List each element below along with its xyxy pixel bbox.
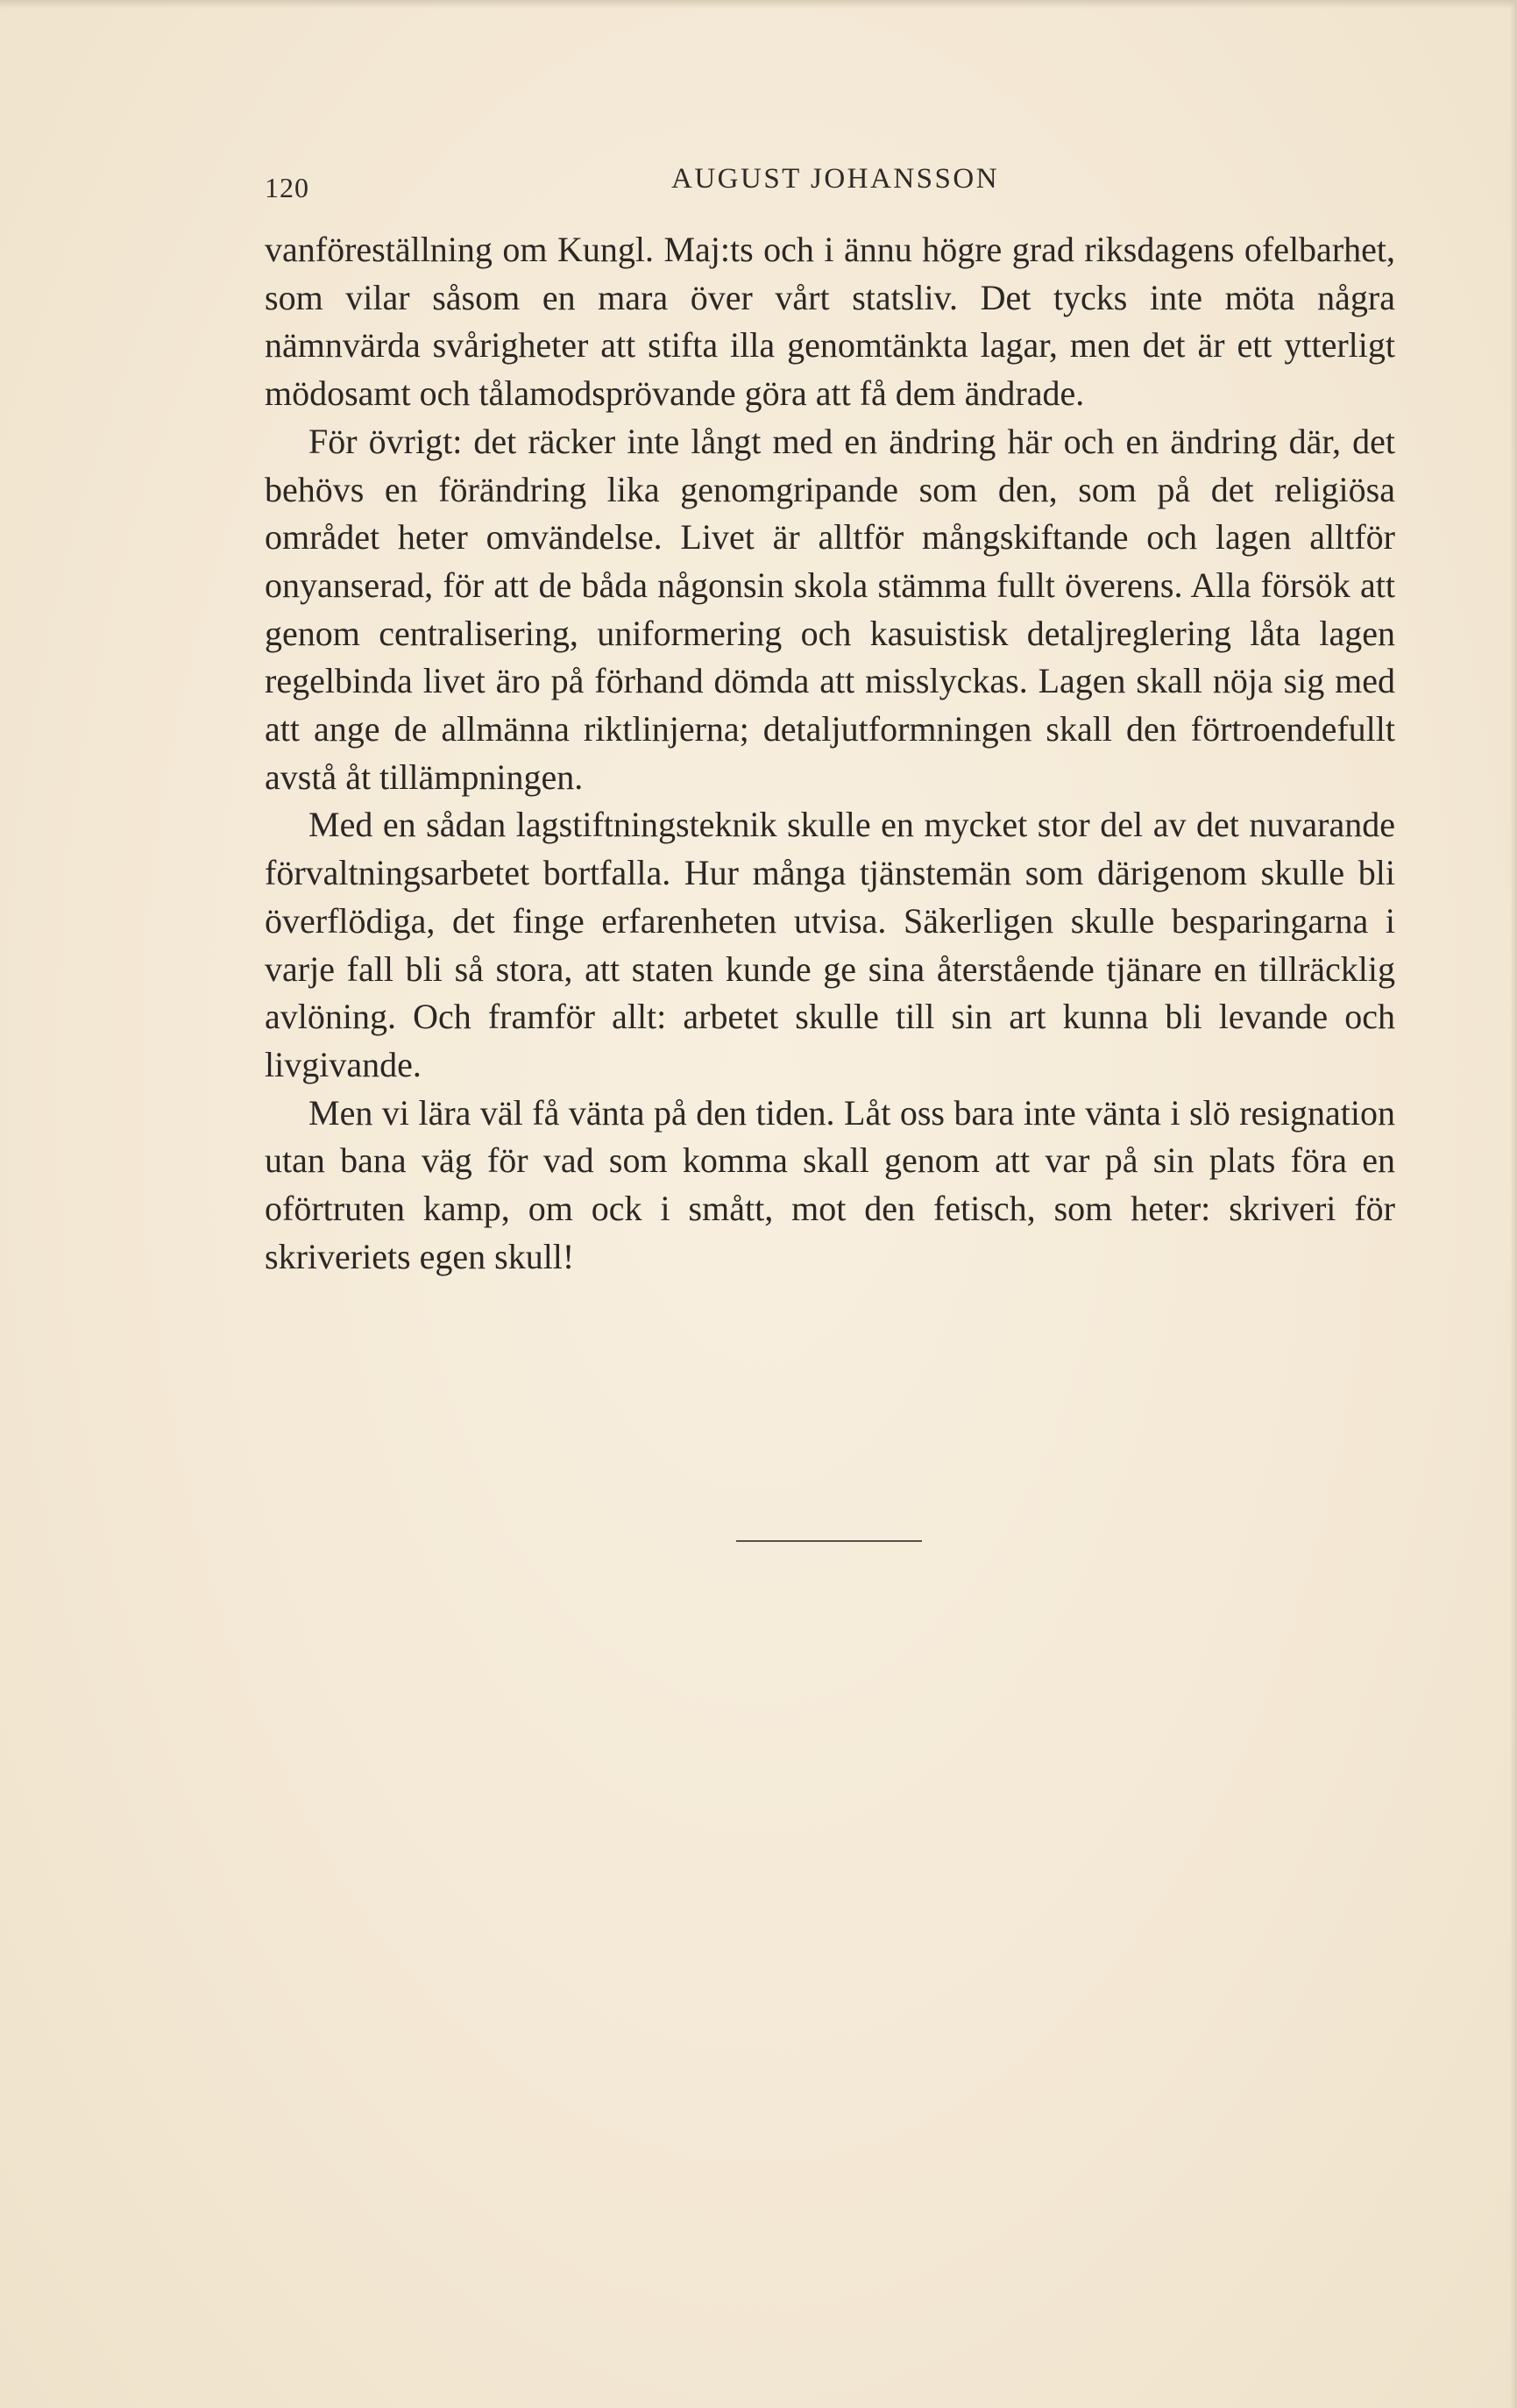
page-edge-shadow-top <box>0 0 1517 9</box>
page-number: 120 <box>265 172 309 203</box>
body-text <box>265 226 1395 1281</box>
running-head <box>265 163 1395 216</box>
page-edge-shadow-right <box>1510 0 1517 2408</box>
paragraph: Men vi lära väl få vänta på den tiden. Låt oss bara inte vänta i slö resignation utan bana väg för vad som komma skall genom att var på sin plats föra en oförtruten kamp, om ock i smått, mot den fetisch, som heter: skriveri för skriveriets egen skull! <box>265 1092 1395 1276</box>
running-title: AUGUST JOHANSSON <box>671 163 1000 195</box>
paragraph-continuation: vanföreställning om Kungl. Maj:ts och i ännu högre grad riksdagens ofelbarhet, som vilar såsom en mara över vårt statsliv. Det tycks inte möta några nämnvärda svårigheter att stifta illa genomtänkta lagar, men det är ett ytterligt mödosamt och tålamodsprövande göra att få dem ändrade. <box>265 230 1395 414</box>
paragraph: Med en sådan lagstiftningsteknik skulle en mycket stor del av det nuvarande förvaltningsarbetet bortfalla. Hur många tjänstemän som därigenom skulle bli överflödiga, det finge erfarenheten utvisa. Säkerligen skulle besparingarna i varje fall bli så stora, att staten kunde ge sina återstående tjänare en tillräcklig avlöning. Och framför allt: arbetet skulle till sin art kunna bli levande och livgivande. <box>265 805 1395 1084</box>
paragraph: För övrigt: det räcker inte långt med en ändring här och en ändring där, det behövs en förändring lika genomgripande som den, som på det religiösa området heter omvändelse. Livet är alltför mångskiftande och lagen alltför onyanserad, för att de båda någonsin skola stämma fullt överens. Alla försök att genom centralisering, uniformering och kasuistisk detaljreglering låta lagen regelbinda livet äro på förhand dömda att misslyckas. Lagen skall nöja sig med att ange de allmänna riktlinjerna; detaljutformningen skall den förtroendefullt avstå åt tillämpningen. <box>265 421 1395 797</box>
closing-rule <box>736 1540 922 1542</box>
